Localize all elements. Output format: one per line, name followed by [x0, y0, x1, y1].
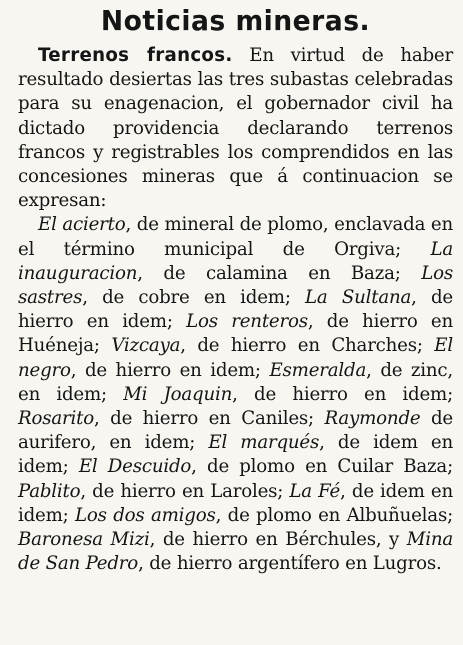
- mine-separator: ,: [411, 287, 431, 309]
- mine-description: de hierro en Huéneja;: [18, 311, 453, 357]
- mine-separator: ,: [191, 456, 207, 478]
- subhead: Terrenos francos.: [38, 45, 233, 66]
- mine-description: de hierro en Caniles;: [110, 408, 325, 430]
- mine-name: Raymonde: [324, 408, 421, 430]
- mine-name: Mi Joaquin: [123, 383, 233, 405]
- mine-description: de hierro en idem;: [254, 383, 453, 405]
- mine-description: de hierro en Bérchules, y: [162, 529, 407, 551]
- mine-name: Los renteros: [186, 311, 308, 333]
- headline: Noticias mineras.: [100, 4, 371, 37]
- mine-name: El Descuido: [78, 456, 192, 478]
- mine-description: de idem en idem;: [18, 480, 453, 526]
- mine-description: de plomo en Cuilar Baza;: [207, 456, 453, 478]
- mine-name: El marqués: [208, 432, 320, 454]
- mine-separator: ,: [94, 408, 111, 430]
- mine-separator: ,: [82, 287, 103, 309]
- mine-name: Baronesa Mizi: [18, 529, 150, 551]
- mine-description: de cobre en idem;: [102, 287, 306, 309]
- mine-name: La Fé: [289, 480, 341, 502]
- mine-list: [18, 213, 453, 576]
- mine-description: de calamina en Baza;: [163, 262, 422, 284]
- mine-name: La Sultana: [305, 287, 412, 309]
- mine-name: El negro: [18, 335, 453, 381]
- mine-name: Esmeralda: [269, 359, 367, 381]
- mine-description: de aurifero, en idem;: [18, 408, 453, 454]
- mine-separator: ,: [307, 311, 327, 333]
- mine-description: de hierro argentífero en Lugros.: [149, 553, 442, 575]
- mine-separator: ,: [125, 214, 137, 236]
- mine-separator: ,: [340, 480, 352, 502]
- mine-description: de hierro en Charches;: [197, 335, 435, 357]
- mine-name: Rosarito: [18, 408, 94, 430]
- mine-name: Mina de San Pedro: [18, 529, 453, 575]
- mine-name: Los sastres: [18, 262, 453, 309]
- article-body: [18, 44, 453, 213]
- mine-name: El acierto: [38, 214, 126, 236]
- mine-separator: ,: [366, 359, 381, 381]
- mine-description: de mineral de plomo, enclavada en el término municipal de Orgiva;: [18, 214, 453, 260]
- mine-separator: [420, 408, 431, 429]
- mine-name: Vizcaya: [111, 335, 181, 357]
- mine-separator: ,: [180, 335, 198, 357]
- mine-separator: ,: [137, 262, 164, 284]
- mine-separator: ,: [70, 359, 85, 381]
- mine-description: de idem en idem;: [18, 432, 453, 478]
- mine-separator: ,: [80, 480, 93, 502]
- mine-separator: ,: [232, 383, 255, 405]
- mine-name: Los dos amigos: [75, 504, 216, 526]
- mine-description: de plomo en Albuñuelas;: [227, 504, 453, 526]
- mine-name: Pablito: [18, 480, 81, 502]
- intro-text: En virtud de haber resultado desiertas las tres subastas celebradas para su enagenacion, el gobernador civil ha dictado providencia declarando terrenos francos y registrables los comprendidos en las concesiones mineras que á continuacion se expresan:: [18, 45, 453, 212]
- mine-name: La inauguracion: [18, 238, 453, 284]
- mine-description: de zinc, en idem;: [18, 359, 453, 405]
- mine-description: de hierro en idem;: [18, 287, 453, 333]
- mine-description: de hierro en Laroles;: [92, 480, 290, 502]
- mine-description: de hierro en idem;: [84, 359, 270, 381]
- mine-separator: ,: [319, 432, 338, 454]
- mine-separator: ,: [215, 504, 228, 526]
- mine-separator: ,: [149, 529, 163, 551]
- mine-separator: ,: [138, 553, 150, 575]
